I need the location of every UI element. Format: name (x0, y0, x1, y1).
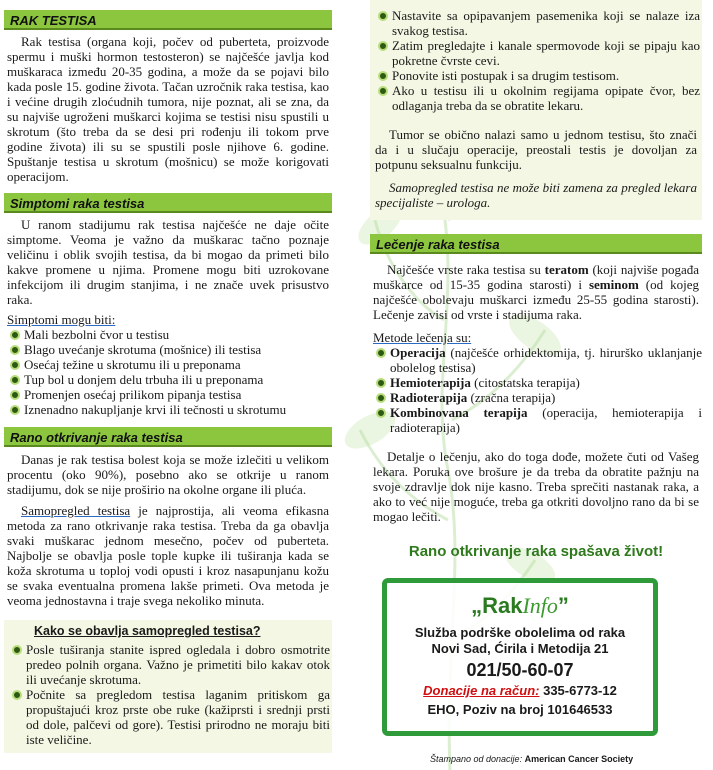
howto-continued-box (370, 0, 702, 220)
list-item: Hemioterapija (citostatska terapija) (374, 375, 702, 390)
bullet-icon (378, 86, 388, 96)
list-item: Osećaj težine u skrotumu ili u preponama (8, 357, 332, 372)
section-body-lecenje: Najčešće vrste raka testisa su teratom (koji najviše pogađa muškarce od 15-35 godina starosti) i seminom (od kojeg najčešće obolevaju muškarci između 25-55 godina starosti). Lečenje zavisi od vrste i stadijuma raka. (373, 262, 700, 322)
list-item: Mali bezbolni čvor u testisu (8, 327, 332, 342)
symptoms-list (4, 327, 332, 417)
list-item: Ponovite isti postupak i sa drugim testisom. (376, 68, 700, 83)
bullet-icon (10, 330, 20, 340)
bullet-icon (12, 690, 22, 700)
methods-list-label: Metode lečenja su: (373, 330, 472, 345)
howto-title: Kako se obavlja samopregled testisa? (34, 624, 261, 638)
service-name: Služba podrške obolelima od raka (414, 625, 626, 640)
bullet-icon (10, 360, 20, 370)
bullet-icon (12, 645, 22, 655)
list-item: Posle tuširanja stanite ispred ogledala i dobro osmotrite predeo polnih organa. Važno je primetiti bilo kakav otok ili uvećanje skrotuma. (10, 642, 330, 687)
list-item: Počnite sa pregledom testisa laganim pritiskom ga propuštajući kroz prste obe ruke (kažiprsti i srednji prsti od dole, palčevi od gore). Testisi prirodno ne moraju biti iste veličine. (10, 687, 330, 747)
bullet-icon (10, 345, 20, 355)
list-item: Iznenadno nakupljanje krvi ili tečnosti u skrotumu (8, 402, 332, 417)
list-item: Radioterapija (zračna terapija) (374, 390, 702, 405)
bullet-icon (376, 393, 386, 403)
howto-continued-list (372, 8, 700, 113)
list-item: Zatim pregledajte i kanale spermovode koji se pipaju kao pokretne čvrste cevi. (376, 38, 700, 68)
section-body-samopregled: Samopregled testisa je najprostija, ali veoma efikasna metoda za rano otkrivanje raka testisa. Treba da ga obavlja svaki muškarac jednom mesečno, počev od puberteta. Najbolje se obavlja posle tople kupke ili tuširanja kada se koža skrotuma u toplоj vodi opusti i kroz nasapunjanu kožu se svaka eventualna promena lakše primeti. Ova metoda je veoma jednostavna i traje svega nekoliko minuta. (7, 503, 329, 608)
howto-box (4, 620, 332, 753)
bullet-icon (10, 405, 20, 415)
bullet-icon (376, 408, 386, 418)
bullet-icon (10, 390, 20, 400)
list-item: Nastavite sa opipavanjem pasemenika koji se nalaze iza svakog testisa. (376, 8, 700, 38)
section-body-rano-otkrivanje: Danas je rak testisa bolest koja se može izlečiti u velikom procentu (oko 90%), posebno ako se otkrije u ranom stadijumu, dok se nije proširio na okolne organe ili pluća. (7, 452, 329, 497)
bullet-icon (378, 11, 388, 21)
list-item: Ako u testisu ili u okolnim regijama opipate čvor, bez odlaganja treba da se obratite lekaru. (376, 83, 700, 113)
reference-line: EHO, Poziv na broj 101646533 (427, 702, 613, 717)
tumor-note: Tumor se obično nalazi samo u jednom testisu, što znači da i u slučaju operacije, preostali testis je dovoljan za potpunu seksualnu funkciju. (375, 127, 697, 172)
list-item: Kombinovana terapija (operacija, hemioterapija i radioterapija) (374, 405, 702, 435)
donation-line: Donacije na račun: 335-6773-12 (423, 683, 617, 698)
methods-list (370, 345, 702, 435)
footer-note: Štampano od donacije: American Cancer Society (430, 754, 634, 764)
section-body-lecenje-details: Detalje o lečenju, ako do toga dođe, možete čuti od Vašeg lekara. Poruka ove brošure je da treba da obratite pažnju na svoje zdravlje dok nije kasno. Treba sprečiti nastanak raka, a ako to već nije moguće, treba ga otkriti dovoljno rano da bi se mogao lečiti. (373, 449, 699, 524)
bullet-icon (376, 348, 386, 358)
section-title-simptomi: Simptomi raka testisa (4, 193, 332, 213)
rakinfo-logo: „RakInfo” (471, 593, 569, 618)
section-title-rak-testisa: RAK TESTISA (4, 10, 332, 30)
list-item: Promenjen osećaj prilikom pipanja testisa (8, 387, 332, 402)
list-item: Blago uvećanje skrotuma (mošnice) ili testisa (8, 342, 332, 357)
symptoms-list-label: Simptomi mogu biti: (7, 312, 116, 327)
phone-number: 021/50-60-07 (466, 660, 574, 680)
howto-list (6, 642, 330, 747)
left-column (4, 0, 332, 753)
right-column (370, 0, 702, 559)
rakinfo-contact-box (382, 578, 658, 736)
list-item: Tup bol u donjem delu trbuha ili u preponama (8, 372, 332, 387)
bullet-icon (376, 378, 386, 388)
list-item: Operacija (najčešće orhidektomija, tj. hirurško uklanjanje obolelog testisa) (374, 345, 702, 375)
bullet-icon (10, 375, 20, 385)
section-title-rano-otkrivanje: Rano otkrivanje raka testisa (4, 427, 332, 447)
slogan: Rano otkrivanje raka spašava život! (408, 543, 664, 560)
section-body-rak-testisa: Rak testisa (organa koji, počev od puberteta, proizvode spermu i muški hormon testosteron) se najčešće javlja kod muškaraca između 20-35 godina, a može da se pojavi bilo kada posle 15. godine života. Tačan uzročnik raka testisa, kao i većine drugih zloćudnih tumora, nije poznat, ali se zna, da su najviše ugroženi muškarci kojima se testisi nisu spustili u skrotum (što treba da se desi pri rođenju ili tokom prve godine života) ili su se spustili posle njihove 6. godine. Spuštanje testisa u skrotum (mošnicu) se može korigovati operacijom. (7, 34, 329, 184)
bullet-icon (378, 41, 388, 51)
section-body-simptomi: U ranom stadijumu rak testisa najčešće ne daje očite simptome. Veoma je važno da muškarac tačno poznaje veličinu i oblik svojih testisa, da bi mogao da primeti bilo kakve promene u njima. Promene mogu biti uzrokovane infekcijom ili drugim stanjima, i ne znače uvek prisustvo raka. (7, 217, 329, 307)
bullet-icon (378, 71, 388, 81)
doctor-note: Samopregled testisa ne može biti zamena za pregled lekara specijaliste – urologa. (375, 180, 697, 210)
section-title-lecenje: Lečenje raka testisa (370, 234, 702, 254)
address: Novi Sad, Ćirila i Metodija 21 (431, 641, 609, 656)
